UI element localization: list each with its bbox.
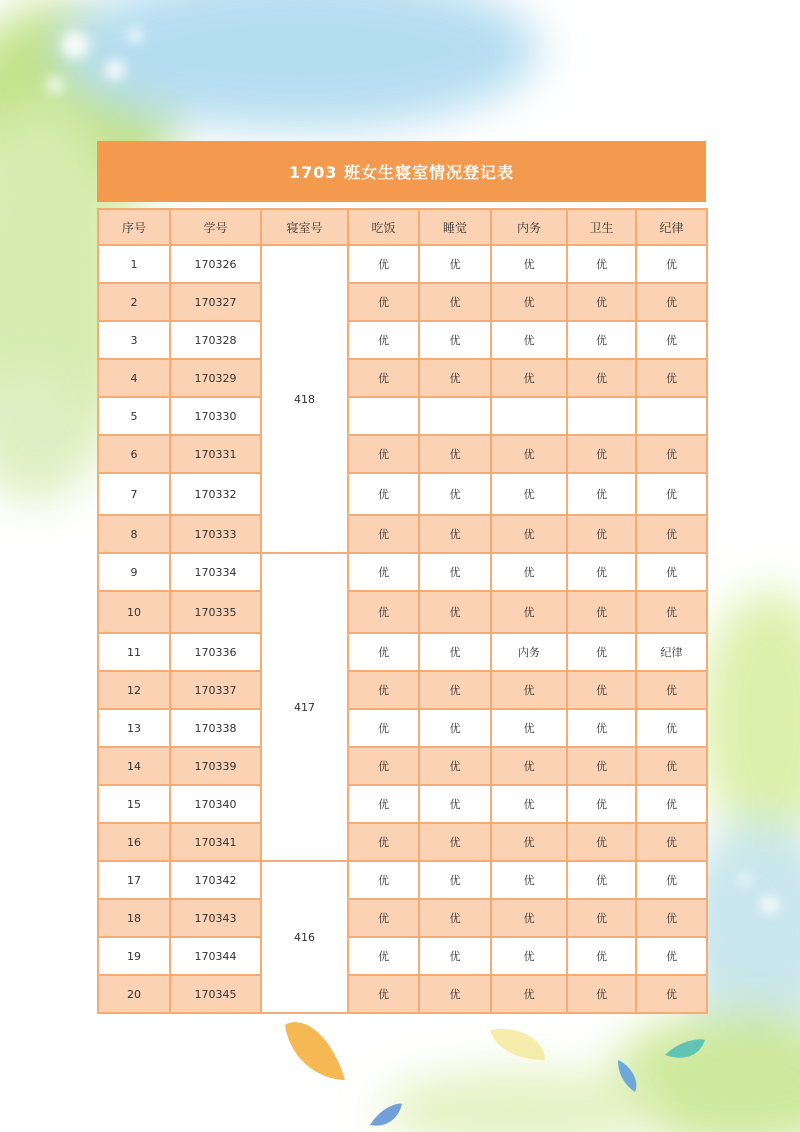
score-cell-discipline: 优	[636, 823, 707, 861]
table-row	[98, 553, 707, 591]
row-index-cell: 18	[98, 899, 170, 937]
score-cell-hygiene: 优	[567, 747, 636, 785]
student-id-cell: 170329	[170, 359, 261, 397]
row-index-cell: 4	[98, 359, 170, 397]
score-cell-housekeeping: 优	[491, 591, 567, 633]
score-cell-sleep: 优	[419, 937, 491, 975]
score-cell-hygiene: 优	[567, 899, 636, 937]
student-id-cell: 170333	[170, 515, 261, 553]
score-cell-discipline: 优	[636, 747, 707, 785]
student-id-cell: 170337	[170, 671, 261, 709]
header-cell-dorm: 寝室号	[261, 209, 348, 245]
score-cell-discipline: 优	[636, 937, 707, 975]
table-row	[98, 671, 707, 709]
table-row	[98, 321, 707, 359]
score-cell-sleep: 优	[419, 283, 491, 321]
student-id-cell: 170340	[170, 785, 261, 823]
row-index-cell: 17	[98, 861, 170, 899]
dorm-record-table	[97, 208, 708, 1014]
score-cell-housekeeping: 优	[491, 785, 567, 823]
score-cell-discipline: 优	[636, 553, 707, 591]
score-cell-meal: 优	[348, 245, 419, 283]
header-cell-hygiene: 卫生	[567, 209, 636, 245]
score-cell-hygiene: 优	[567, 553, 636, 591]
row-index-cell: 7	[98, 473, 170, 515]
score-cell-meal: 优	[348, 633, 419, 671]
score-cell-hygiene: 优	[567, 823, 636, 861]
score-cell-hygiene: 优	[567, 671, 636, 709]
score-cell-housekeeping: 优	[491, 245, 567, 283]
student-id-cell: 170328	[170, 321, 261, 359]
score-cell-housekeeping: 优	[491, 671, 567, 709]
score-cell-sleep: 优	[419, 359, 491, 397]
score-cell-housekeeping: 优	[491, 553, 567, 591]
dorm-room-cell: 418	[261, 245, 348, 553]
table-row	[98, 473, 707, 515]
table-row	[98, 359, 707, 397]
score-cell-meal: 优	[348, 709, 419, 747]
row-index-cell: 16	[98, 823, 170, 861]
score-cell-discipline: 优	[636, 359, 707, 397]
score-cell-sleep: 优	[419, 671, 491, 709]
score-cell-sleep: 优	[419, 975, 491, 1013]
score-cell-discipline: 优	[636, 671, 707, 709]
student-id-cell: 170331	[170, 435, 261, 473]
score-cell-housekeeping: 优	[491, 359, 567, 397]
score-cell-sleep: 优	[419, 633, 491, 671]
header-cell-sleep: 睡觉	[419, 209, 491, 245]
score-cell-hygiene: 优	[567, 245, 636, 283]
header-cell-student-id: 学号	[170, 209, 261, 245]
score-cell-sleep: 优	[419, 473, 491, 515]
table-row	[98, 633, 707, 671]
row-index-cell: 13	[98, 709, 170, 747]
score-cell-discipline: 优	[636, 473, 707, 515]
score-cell-meal: 优	[348, 359, 419, 397]
table-row	[98, 747, 707, 785]
score-cell-hygiene: 优	[567, 283, 636, 321]
score-cell-housekeeping: 优	[491, 283, 567, 321]
table-row	[98, 283, 707, 321]
score-cell-hygiene: 优	[567, 321, 636, 359]
score-cell-housekeeping: 优	[491, 473, 567, 515]
header-cell-housekeeping: 内务	[491, 209, 567, 245]
row-index-cell: 8	[98, 515, 170, 553]
student-id-cell: 170332	[170, 473, 261, 515]
score-cell-sleep: 优	[419, 709, 491, 747]
score-cell-housekeeping	[491, 397, 567, 435]
table-body	[98, 245, 707, 1013]
student-id-cell: 170339	[170, 747, 261, 785]
score-cell-discipline: 纪律	[636, 633, 707, 671]
score-cell-hygiene: 优	[567, 785, 636, 823]
table-row	[98, 591, 707, 633]
dorm-room-cell: 416	[261, 861, 348, 1013]
student-id-cell: 170344	[170, 937, 261, 975]
score-cell-meal: 优	[348, 899, 419, 937]
row-index-cell: 6	[98, 435, 170, 473]
score-cell-meal: 优	[348, 283, 419, 321]
form-title: 1703 班女生寝室情况登记表	[288, 163, 515, 182]
score-cell-hygiene: 优	[567, 633, 636, 671]
score-cell-meal: 优	[348, 671, 419, 709]
score-cell-meal: 优	[348, 435, 419, 473]
student-id-cell: 170334	[170, 553, 261, 591]
form-title-bar	[97, 141, 706, 202]
score-cell-discipline: 优	[636, 515, 707, 553]
score-cell-meal: 优	[348, 473, 419, 515]
table-row	[98, 975, 707, 1013]
score-cell-housekeeping: 优	[491, 747, 567, 785]
score-cell-housekeeping: 优	[491, 515, 567, 553]
score-cell-discipline: 优	[636, 245, 707, 283]
score-cell-sleep: 优	[419, 435, 491, 473]
score-cell-housekeeping: 优	[491, 937, 567, 975]
score-cell-meal	[348, 397, 419, 435]
score-cell-housekeeping: 优	[491, 861, 567, 899]
score-cell-discipline: 优	[636, 591, 707, 633]
score-cell-discipline: 优	[636, 899, 707, 937]
score-cell-sleep: 优	[419, 321, 491, 359]
student-id-cell: 170336	[170, 633, 261, 671]
student-id-cell: 170341	[170, 823, 261, 861]
score-cell-hygiene: 优	[567, 709, 636, 747]
row-index-cell: 19	[98, 937, 170, 975]
score-cell-hygiene: 优	[567, 473, 636, 515]
score-cell-meal: 优	[348, 321, 419, 359]
score-cell-housekeeping: 优	[491, 975, 567, 1013]
student-id-cell: 170342	[170, 861, 261, 899]
header-cell-discipline: 纪律	[636, 209, 707, 245]
score-cell-housekeeping: 优	[491, 321, 567, 359]
score-cell-discipline: 优	[636, 861, 707, 899]
table-row	[98, 435, 707, 473]
score-cell-sleep: 优	[419, 823, 491, 861]
table-row	[98, 823, 707, 861]
score-cell-sleep: 优	[419, 515, 491, 553]
score-cell-hygiene: 优	[567, 861, 636, 899]
table-row	[98, 899, 707, 937]
score-cell-meal: 优	[348, 937, 419, 975]
score-cell-housekeeping: 优	[491, 823, 567, 861]
score-cell-meal: 优	[348, 747, 419, 785]
row-index-cell: 2	[98, 283, 170, 321]
student-id-cell: 170330	[170, 397, 261, 435]
score-cell-sleep: 优	[419, 899, 491, 937]
row-index-cell: 15	[98, 785, 170, 823]
student-id-cell: 170343	[170, 899, 261, 937]
score-cell-housekeeping: 内务	[491, 633, 567, 671]
score-cell-discipline: 优	[636, 785, 707, 823]
table-row	[98, 245, 707, 283]
score-cell-meal: 优	[348, 785, 419, 823]
registration-form	[97, 141, 706, 1014]
table-row	[98, 397, 707, 435]
row-index-cell: 5	[98, 397, 170, 435]
score-cell-meal: 优	[348, 515, 419, 553]
score-cell-meal: 优	[348, 553, 419, 591]
score-cell-hygiene: 优	[567, 359, 636, 397]
score-cell-meal: 优	[348, 861, 419, 899]
score-cell-meal: 优	[348, 975, 419, 1013]
score-cell-hygiene: 优	[567, 937, 636, 975]
score-cell-sleep: 优	[419, 245, 491, 283]
score-cell-discipline: 优	[636, 321, 707, 359]
score-cell-sleep: 优	[419, 747, 491, 785]
score-cell-sleep: 优	[419, 785, 491, 823]
score-cell-hygiene: 优	[567, 591, 636, 633]
table-row	[98, 515, 707, 553]
table-row	[98, 937, 707, 975]
row-index-cell: 1	[98, 245, 170, 283]
row-index-cell: 3	[98, 321, 170, 359]
score-cell-discipline: 优	[636, 283, 707, 321]
student-id-cell: 170338	[170, 709, 261, 747]
table-row	[98, 709, 707, 747]
row-index-cell: 20	[98, 975, 170, 1013]
score-cell-discipline	[636, 397, 707, 435]
score-cell-discipline: 优	[636, 435, 707, 473]
table-header-row	[98, 209, 707, 245]
score-cell-hygiene: 优	[567, 435, 636, 473]
header-cell-index: 序号	[98, 209, 170, 245]
student-id-cell: 170326	[170, 245, 261, 283]
dorm-room-cell: 417	[261, 553, 348, 861]
row-index-cell: 12	[98, 671, 170, 709]
score-cell-hygiene: 优	[567, 975, 636, 1013]
score-cell-sleep: 优	[419, 591, 491, 633]
score-cell-meal: 优	[348, 591, 419, 633]
table-row	[98, 785, 707, 823]
student-id-cell: 170327	[170, 283, 261, 321]
row-index-cell: 11	[98, 633, 170, 671]
score-cell-housekeeping: 优	[491, 709, 567, 747]
score-cell-hygiene	[567, 397, 636, 435]
score-cell-meal: 优	[348, 823, 419, 861]
header-cell-meal: 吃饭	[348, 209, 419, 245]
row-index-cell: 9	[98, 553, 170, 591]
score-cell-housekeeping: 优	[491, 899, 567, 937]
score-cell-sleep: 优	[419, 553, 491, 591]
row-index-cell: 14	[98, 747, 170, 785]
score-cell-sleep	[419, 397, 491, 435]
score-cell-discipline: 优	[636, 975, 707, 1013]
student-id-cell: 170345	[170, 975, 261, 1013]
row-index-cell: 10	[98, 591, 170, 633]
student-id-cell: 170335	[170, 591, 261, 633]
table-row	[98, 861, 707, 899]
score-cell-discipline: 优	[636, 709, 707, 747]
score-cell-housekeeping: 优	[491, 435, 567, 473]
score-cell-hygiene: 优	[567, 515, 636, 553]
score-cell-sleep: 优	[419, 861, 491, 899]
